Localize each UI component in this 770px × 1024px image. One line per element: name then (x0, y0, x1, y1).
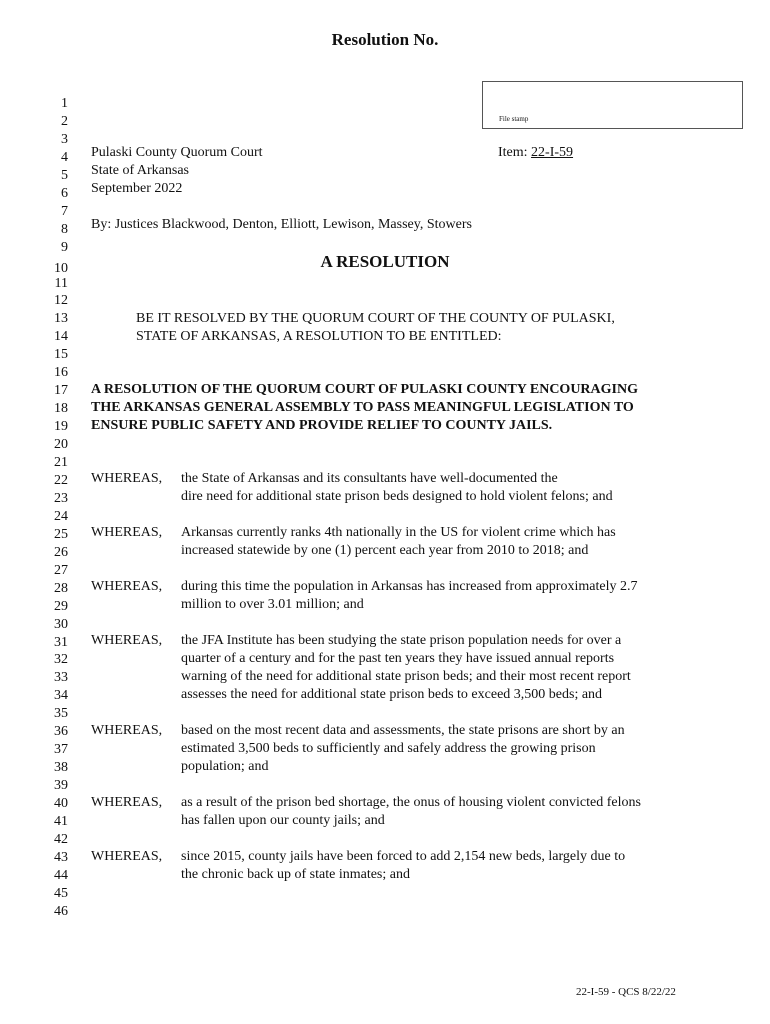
line-number: 21 (54, 455, 68, 470)
whereas-text-line: Arkansas currently ranks 4th nationally in the US for violent crime which has (181, 525, 616, 540)
line-number: 2 (61, 113, 68, 129)
resolution-heading: A RESOLUTION (320, 252, 450, 271)
line-number: 3 (61, 131, 68, 147)
line-number: 18 (54, 401, 68, 417)
whereas-text-line: the chronic back up of state inmates; and (181, 867, 410, 882)
whereas-text-line: estimated 3,500 beds to sufficiently and safely address the growing prison (181, 741, 596, 756)
entitled-line: A RESOLUTION OF THE QUORUM COURT OF PULASKI COUNTY ENCOURAGING (91, 382, 638, 397)
whereas-text-line: increased statewide by one (1) percent each year from 2010 to 2018; and (181, 543, 589, 558)
whereas-text-line: warning of the need for additional state prison beds; and their most recent report (181, 669, 631, 684)
line-number: 25 (54, 526, 68, 542)
line-number: 28 (54, 580, 68, 596)
court-date: September 2022 (91, 181, 183, 196)
entitled-line: THE ARKANSAS GENERAL ASSEMBLY TO PASS MEANINGFUL LEGISLATION TO (91, 400, 634, 415)
line-number: 41 (54, 814, 68, 829)
line-number: 4 (61, 149, 68, 165)
line-number: 10 (54, 260, 68, 276)
footer-reference: 22-I-59 - QCS 8/22/22 (576, 986, 676, 998)
whereas-text-line: during this time the population in Arkansas has increased from approximately 2.7 (181, 579, 638, 594)
file-stamp-label: File stamp (499, 115, 529, 123)
line-number: 27 (54, 562, 68, 578)
whereas-label: WHEREAS, (91, 849, 163, 864)
line-number: 34 (54, 688, 68, 704)
line-number: 20 (54, 437, 68, 453)
page-title: Resolution No. (331, 30, 439, 49)
whereas-label: WHEREAS, (91, 525, 163, 540)
file-stamp-box (482, 81, 743, 129)
line-number: 14 (54, 329, 68, 345)
line-number: 46 (54, 903, 68, 919)
line-number: 17 (54, 383, 68, 399)
whereas-text-line: has fallen upon our county jails; and (181, 813, 385, 828)
line-number: 22 (54, 472, 68, 488)
line-number: 32 (54, 652, 68, 668)
line-number: 37 (54, 742, 68, 758)
court-name: Pulaski County Quorum Court (91, 145, 263, 160)
line-number: 12 (54, 293, 68, 309)
line-number: 6 (61, 185, 68, 201)
line-number: 42 (54, 831, 68, 847)
whereas-text-line: assesses the need for additional state prison beds to exceed 3,500 beds; and (181, 687, 603, 702)
line-number: 30 (54, 616, 68, 632)
line-number: 9 (61, 239, 68, 255)
whereas-text-line: dire need for additional state prison beds designed to hold violent felons; and (181, 489, 613, 504)
line-number: 39 (54, 778, 68, 794)
line-number: 1 (61, 96, 68, 111)
line-number: 16 (54, 365, 68, 381)
resolved-line: STATE OF ARKANSAS, A RESOLUTION TO BE ENTITLED: (136, 329, 502, 344)
whereas-text-line: based on the most recent data and assessments, the state prisons are short by an (181, 723, 625, 738)
line-number: 45 (54, 885, 68, 901)
whereas-text-line: quarter of a century and for the past ten years they have issued annual reports (181, 651, 615, 666)
whereas-text-line: population; and (181, 759, 269, 774)
line-number: 5 (61, 167, 68, 183)
whereas-label: WHEREAS, (91, 579, 163, 594)
line-number: 38 (54, 760, 68, 776)
entitled-line: ENSURE PUBLIC SAFETY AND PROVIDE RELIEF TO COUNTY JAILS. (91, 418, 553, 433)
line-number: 36 (54, 724, 68, 740)
line-number: 44 (54, 867, 68, 883)
item-number: 22-I-59 (531, 145, 574, 160)
line-number: 19 (54, 419, 68, 435)
whereas-text-line: as a result of the prison bed shortage, the onus of housing violent convicted felons (181, 795, 641, 810)
line-number: 33 (54, 670, 68, 686)
line-number: 8 (61, 221, 68, 237)
item-label: Item: (498, 145, 528, 160)
whereas-label: WHEREAS, (91, 633, 163, 648)
line-number: 35 (54, 706, 68, 722)
whereas-label: WHEREAS, (91, 795, 163, 810)
item-field (498, 144, 573, 162)
sponsors: By: Justices Blackwood, Denton, Elliott, Lewison, Massey, Stowers (91, 217, 472, 232)
line-number: 43 (54, 849, 68, 865)
line-number: 29 (54, 598, 68, 614)
line-number: 7 (61, 203, 68, 219)
whereas-text-line: the State of Arkansas and its consultants have well-documented the (181, 471, 558, 486)
line-number: 24 (54, 508, 68, 524)
whereas-label: WHEREAS, (91, 471, 163, 486)
court-state: State of Arkansas (91, 163, 189, 178)
whereas-label: WHEREAS, (91, 723, 163, 738)
line-number: 11 (54, 275, 68, 291)
line-number: 15 (54, 347, 68, 363)
line-number: 40 (54, 796, 68, 812)
whereas-text-line: the JFA Institute has been studying the state prison population needs for over a (181, 633, 622, 648)
line-number: 23 (54, 490, 68, 506)
line-number: 31 (54, 634, 68, 650)
line-number: 26 (54, 544, 68, 560)
resolved-line: BE IT RESOLVED BY THE QUORUM COURT OF THE COUNTY OF PULASKI, (136, 311, 615, 326)
whereas-text-line: since 2015, county jails have been forced to add 2,154 new beds, largely due to (181, 849, 626, 864)
whereas-text-line: million to over 3.01 million; and (181, 597, 364, 612)
line-number: 13 (54, 311, 68, 327)
